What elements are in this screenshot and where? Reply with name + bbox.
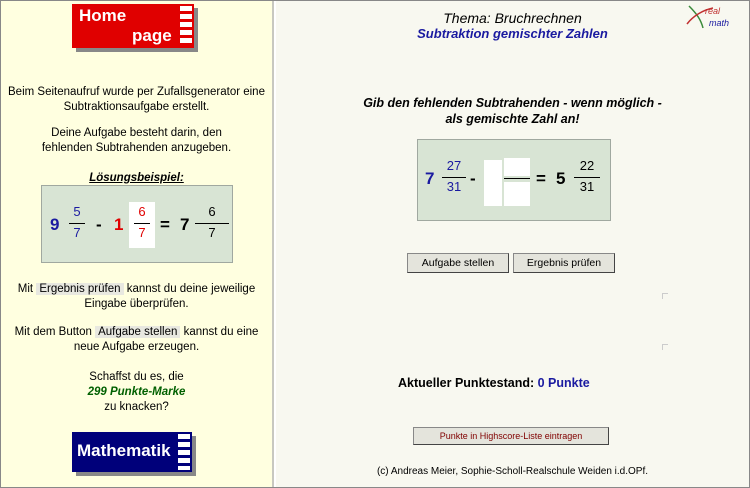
instruction-line-2: als gemischte Zahl an! <box>445 112 580 126</box>
score-value: 0 Punkte <box>537 376 590 390</box>
example-r-numerator: 6 <box>208 204 216 219</box>
denominator-input[interactable] <box>504 182 530 206</box>
scroll-marker-1 <box>662 293 668 299</box>
task-minus: - <box>470 169 476 188</box>
example-minus: - <box>96 215 102 234</box>
example-label: Lösungsbeispiel: <box>89 172 184 184</box>
homepage-label-1: Home <box>79 6 127 25</box>
new-help-post: kannst du eine neue Aufgabe erzeugen. <box>73 326 259 353</box>
score-label: Aktueller Punktestand: <box>398 376 535 390</box>
task-r-numerator: 22 <box>579 158 595 173</box>
task-description: Deine Aufgabe besteht darin, den fehlenden Subtrahenden anzugeben. <box>41 127 232 154</box>
numerator-input[interactable] <box>504 158 530 176</box>
new-task-button[interactable]: Aufgabe stellen <box>407 253 509 273</box>
intro-text: Beim Seitenaufruf wurde per Zufallsgenerator eine Subtraktionsaufgabe erstellt. <box>8 86 265 113</box>
task-a-fraction <box>442 158 466 194</box>
example-a-fraction <box>69 204 85 240</box>
realmath-logo-icon <box>683 4 739 30</box>
example-equals: = <box>160 215 170 234</box>
whole-input[interactable] <box>484 160 502 206</box>
check-help-button-label: Ergebnis prüfen <box>36 283 123 295</box>
task-box <box>417 139 611 221</box>
new-help-button-label: Aufgabe stellen <box>95 326 180 338</box>
page-theme: Thema: Bruchrechnen <box>443 10 582 26</box>
task-a-whole: 7 <box>425 169 435 188</box>
task-a-numerator: 27 <box>446 158 462 173</box>
example-b-numerator: 6 <box>138 204 146 219</box>
task-r-fraction <box>574 158 600 194</box>
check-result-button[interactable]: Ergebnis prüfen <box>513 253 615 273</box>
homepage-label-2: page <box>132 26 172 45</box>
page-subtitle: Subtraktion gemischter Zahlen <box>417 26 608 41</box>
highscore-button[interactable]: Punkte in Highscore-Liste eintragen <box>413 427 609 445</box>
example-a-whole: 9 <box>50 215 60 234</box>
challenge-line-3: zu knacken? <box>104 401 169 413</box>
task-r-denominator: 31 <box>579 179 595 194</box>
example-r-fraction <box>195 204 229 240</box>
new-help-text <box>0 325 273 355</box>
example-a-numerator: 5 <box>73 204 81 219</box>
task-a-denominator: 31 <box>446 179 462 194</box>
example-box <box>41 185 233 263</box>
new-help-pre: Mit dem Button <box>14 326 92 338</box>
example-b-whole: 1 <box>114 215 124 234</box>
logo-real-text: real <box>705 6 721 16</box>
homepage-button[interactable] <box>72 4 194 48</box>
task-equals: = <box>536 169 546 188</box>
stripes-icon <box>178 434 190 470</box>
example-r-denominator: 7 <box>208 225 216 240</box>
scroll-marker-2 <box>662 344 668 350</box>
right-panel <box>276 1 749 487</box>
example-b-denominator: 7 <box>138 225 146 240</box>
task-r-whole: 5 <box>556 169 566 188</box>
realmath-logo[interactable] <box>683 4 739 30</box>
check-help-post: kannst du deine jeweilige Eingabe überprüfen. <box>84 283 256 310</box>
score-display <box>398 376 590 390</box>
logo-math-text: math <box>709 18 730 28</box>
challenge-line-1: Schaffst du es, die <box>89 371 184 383</box>
example-a-denominator: 7 <box>73 225 81 240</box>
instruction-line-1: Gib den fehlenden Subtrahenden - wenn möglich - <box>363 96 662 110</box>
example-b-fraction <box>134 204 150 240</box>
task-fraction-bar <box>504 178 530 179</box>
example-r-whole: 7 <box>180 215 190 234</box>
challenge-line-2: 299 Punkte-Marke <box>87 386 186 398</box>
mathematik-label: Mathematik <box>77 441 171 460</box>
stripes-icon <box>180 6 192 46</box>
check-help-pre: Mit <box>17 283 34 295</box>
copyright-text: (c) Andreas Meier, Sophie-Scholl-Realschule Weiden i.d.OPf. <box>376 466 649 477</box>
check-help-text <box>0 282 273 312</box>
mathematik-button[interactable] <box>72 432 192 472</box>
